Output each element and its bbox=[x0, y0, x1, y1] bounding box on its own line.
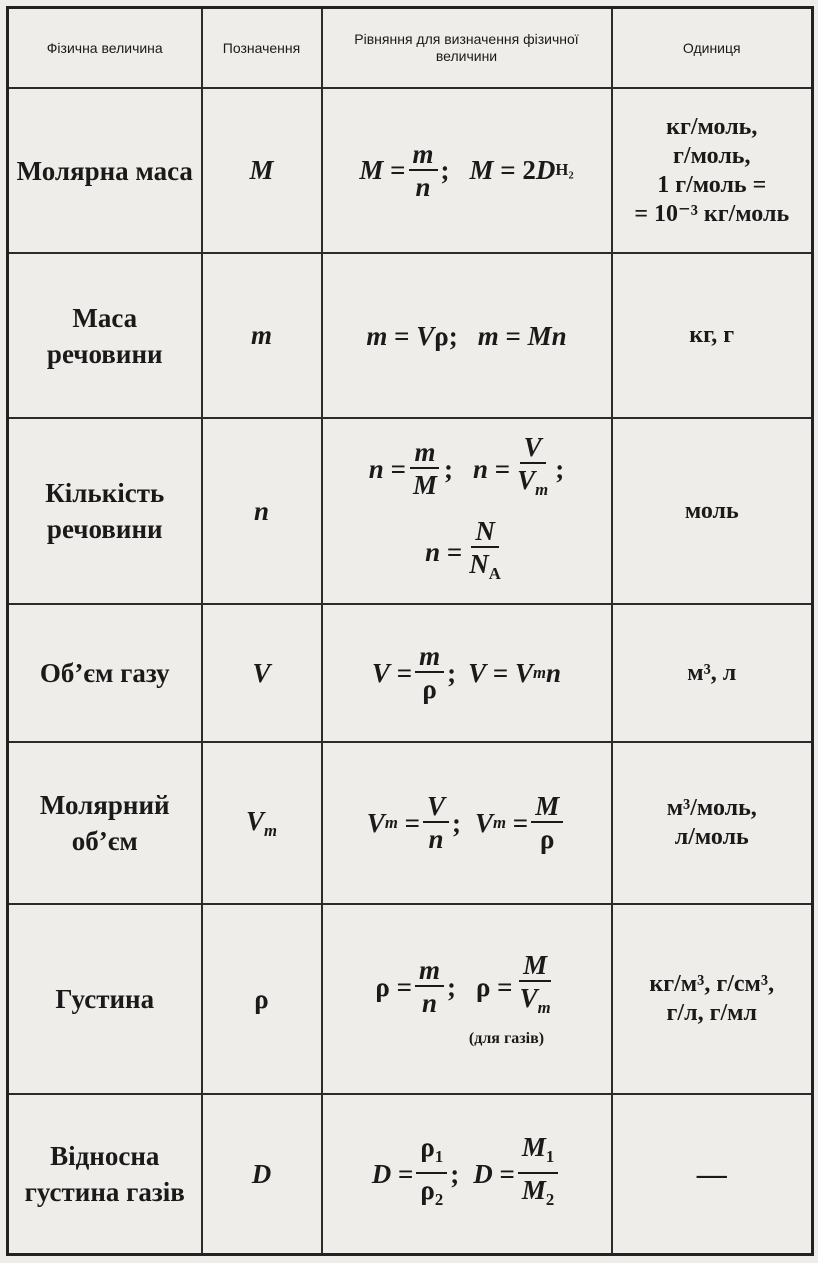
equation-note: (для газів) bbox=[468, 1029, 545, 1047]
unit-cell bbox=[612, 604, 813, 742]
unit-line: = 10⁻³ кг/моль bbox=[634, 200, 790, 227]
unit-cell bbox=[612, 904, 813, 1094]
table-row bbox=[8, 88, 813, 253]
unit-line: л/моль bbox=[674, 824, 749, 850]
equation-cell bbox=[322, 904, 612, 1094]
quantity-name: Кількість речовини bbox=[8, 418, 202, 604]
equation-cell bbox=[322, 742, 612, 904]
quantity-symbol: m bbox=[202, 253, 322, 418]
table-row bbox=[8, 253, 813, 418]
quantity-symbol: M bbox=[202, 88, 322, 253]
quantity-symbol: D bbox=[202, 1094, 322, 1255]
equation-cell bbox=[322, 1094, 612, 1255]
unit-line: — bbox=[696, 1157, 727, 1191]
equation-formula: m = V ρ; m = Mn bbox=[366, 321, 567, 352]
equation-cell bbox=[322, 604, 612, 742]
quantity-symbol: n bbox=[202, 418, 322, 604]
unit-cell bbox=[612, 418, 813, 604]
quantity-symbol: ρ bbox=[202, 904, 322, 1094]
unit-line: г/л, г/мл bbox=[666, 1000, 757, 1026]
table-row bbox=[8, 1094, 813, 1255]
equation-formula: n = $\frac{N}{N_A}$ bbox=[425, 516, 501, 583]
equation-formula: D = $\frac{\rho_1}{\rho_2}$ ; D = $\frac{M_1}{M_2}$ bbox=[372, 1132, 562, 1216]
equation-formula: M = $\frac{m}{n}$ ; M = 2 D $H_2$ bbox=[359, 138, 574, 202]
quantity-name: Густина bbox=[8, 904, 202, 1094]
equation-cell bbox=[322, 418, 612, 604]
equation-formula: ρ = $\frac{m}{n}$ ; ρ = $\frac{M}{V_m}$ bbox=[375, 950, 551, 1018]
unit-line: м³, л bbox=[687, 659, 737, 686]
physical-quantities-table bbox=[6, 6, 814, 1256]
header-equation: Рівняння для визначення фізичної величини bbox=[322, 8, 612, 89]
unit-cell bbox=[612, 1094, 813, 1255]
quantity-name: Об’єм газу bbox=[8, 604, 202, 742]
table-row bbox=[8, 604, 813, 742]
equation-formula: V m = $\frac{V}{n}$ ; V m = $\frac{M}{\rho}$ bbox=[367, 791, 566, 855]
unit-cell bbox=[612, 88, 813, 253]
header-symbol: Позначення bbox=[202, 8, 322, 89]
equation-cell bbox=[322, 88, 612, 253]
header-quantity: Фізична величина bbox=[8, 8, 202, 89]
unit-cell bbox=[612, 253, 813, 418]
quantity-name: Молярна маса bbox=[8, 88, 202, 253]
table-row bbox=[8, 742, 813, 904]
unit-line: 1 г/моль = bbox=[657, 171, 767, 198]
quantity-name: Маса речовини bbox=[8, 253, 202, 418]
quantity-symbol: V bbox=[202, 604, 322, 742]
unit-line: моль bbox=[684, 497, 739, 524]
quantity-name: Молярний об’єм bbox=[8, 742, 202, 904]
table-header-row bbox=[8, 8, 813, 89]
unit-line: г/моль, bbox=[673, 142, 751, 169]
quantity-name: Відносна густина газів bbox=[8, 1094, 202, 1255]
unit-line: кг/моль, bbox=[666, 113, 758, 140]
table-row bbox=[8, 904, 813, 1094]
unit-line: кг, г bbox=[689, 322, 735, 348]
header-unit: Одиниця bbox=[612, 8, 813, 89]
table-row bbox=[8, 418, 813, 604]
quantity-symbol: $V_m$ bbox=[202, 742, 322, 904]
unit-cell bbox=[612, 742, 813, 904]
unit-line: м³/моль, bbox=[666, 795, 757, 821]
equation-cell bbox=[322, 253, 612, 418]
unit-line: кг/м³, г/см³, bbox=[649, 971, 775, 997]
equation-formula: n = $\frac{m}{M}$ ; n = $\frac{V}{V_m}$ ; bbox=[368, 432, 565, 501]
equation-formula: V = $\frac{m}{\rho}$ ; V = V m n bbox=[371, 641, 562, 704]
